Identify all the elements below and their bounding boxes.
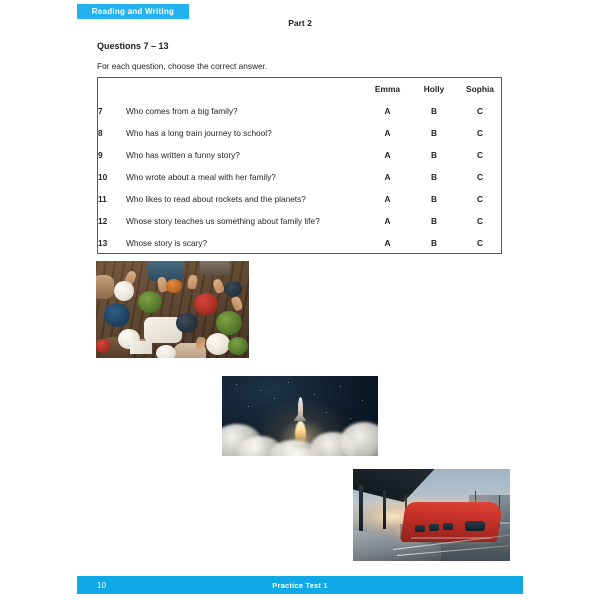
train-window (415, 525, 425, 532)
train-window (429, 524, 439, 531)
option-a[interactable]: A (384, 194, 391, 204)
header-blank-number (98, 78, 126, 100)
napkin (130, 341, 152, 354)
question-number: 10 (98, 172, 108, 182)
table-row (98, 210, 503, 232)
option-a[interactable]: A (384, 106, 391, 116)
question-text: Whose story teaches us something about family life? (126, 216, 320, 226)
bowl (166, 279, 182, 293)
star (288, 382, 289, 383)
table-row (98, 122, 503, 144)
question-text: Whose story is scary? (126, 238, 208, 248)
section-tab-reading-and-writing (77, 4, 189, 19)
option-c[interactable]: C (477, 172, 483, 182)
option-b[interactable]: B (431, 216, 437, 226)
canopy-column (359, 485, 363, 531)
salad-bowl (216, 311, 242, 335)
option-b[interactable]: B (431, 128, 437, 138)
fruit-bowl (194, 293, 218, 315)
option-b[interactable]: B (431, 106, 437, 116)
bowl (104, 303, 130, 327)
header-sophia: Sophia (466, 84, 494, 94)
train-window (443, 523, 453, 530)
part-title: Part 2 (288, 18, 312, 28)
questions-table-container (97, 77, 502, 254)
table-row (98, 100, 503, 122)
star (274, 398, 275, 399)
page-footer (77, 576, 523, 594)
question-number: 9 (98, 150, 103, 160)
questions-table (98, 78, 503, 254)
question-text: Who has written a funny story? (126, 150, 240, 160)
person-torso (148, 261, 184, 281)
question-number: 8 (98, 128, 103, 138)
question-text: Who comes from a big family? (126, 106, 238, 116)
header-holly: Holly (423, 84, 445, 94)
option-b[interactable]: B (431, 238, 437, 248)
question-number: 12 (98, 216, 108, 226)
salad-bowl (228, 337, 248, 355)
question-number: 7 (98, 106, 103, 116)
star (340, 386, 341, 387)
footer-page-number: 10 (97, 580, 106, 590)
option-c[interactable]: C (477, 128, 483, 138)
plate (206, 333, 230, 355)
option-a[interactable]: A (384, 172, 391, 182)
bowl (176, 313, 198, 333)
person-torso (200, 261, 230, 275)
option-c[interactable]: C (477, 216, 483, 226)
option-a[interactable]: A (384, 238, 391, 248)
table-row (98, 232, 503, 254)
section-tab-label: Reading and Writing (91, 7, 175, 16)
option-b[interactable]: B (431, 194, 437, 204)
plate (114, 281, 134, 301)
header-emma: Emma (374, 84, 401, 94)
plate (156, 345, 176, 358)
option-b[interactable]: B (431, 150, 437, 160)
photo-train-station (353, 469, 510, 561)
option-a[interactable]: A (384, 216, 391, 226)
canopy-column (383, 491, 386, 529)
train-windshield (465, 521, 485, 531)
option-c[interactable]: C (477, 106, 483, 116)
option-a[interactable]: A (384, 150, 391, 160)
bowl (224, 281, 242, 297)
table-row (98, 166, 503, 188)
questions-instruction: For each question, choose the correct answer. (97, 61, 268, 71)
question-text: Who has a long train journey to school? (126, 128, 272, 138)
question-text: Who likes to read about rockets and the planets? (126, 194, 306, 204)
option-c[interactable]: C (477, 150, 483, 160)
photo-rocket-launch (222, 376, 378, 456)
star (326, 412, 327, 413)
option-c[interactable]: C (477, 194, 483, 204)
table-row (98, 188, 503, 210)
question-number: 13 (98, 238, 108, 248)
star (236, 384, 237, 385)
question-number: 11 (98, 194, 107, 204)
person-torso (96, 275, 114, 299)
question-text: Who wrote about a meal with her family? (126, 172, 276, 182)
star (248, 406, 249, 407)
questions-heading: Questions 7 – 13 (97, 41, 169, 51)
star (350, 418, 351, 419)
header-blank-text (126, 78, 364, 100)
option-c[interactable]: C (477, 238, 483, 248)
table-header-row (98, 78, 503, 100)
table-row (98, 144, 503, 166)
salad-bowl (138, 291, 162, 313)
footer-test-label: Practice Test 1 (272, 580, 328, 590)
bowl (96, 339, 110, 353)
photo-family-meal (96, 261, 249, 358)
option-a[interactable]: A (384, 128, 391, 138)
option-b[interactable]: B (431, 172, 437, 182)
